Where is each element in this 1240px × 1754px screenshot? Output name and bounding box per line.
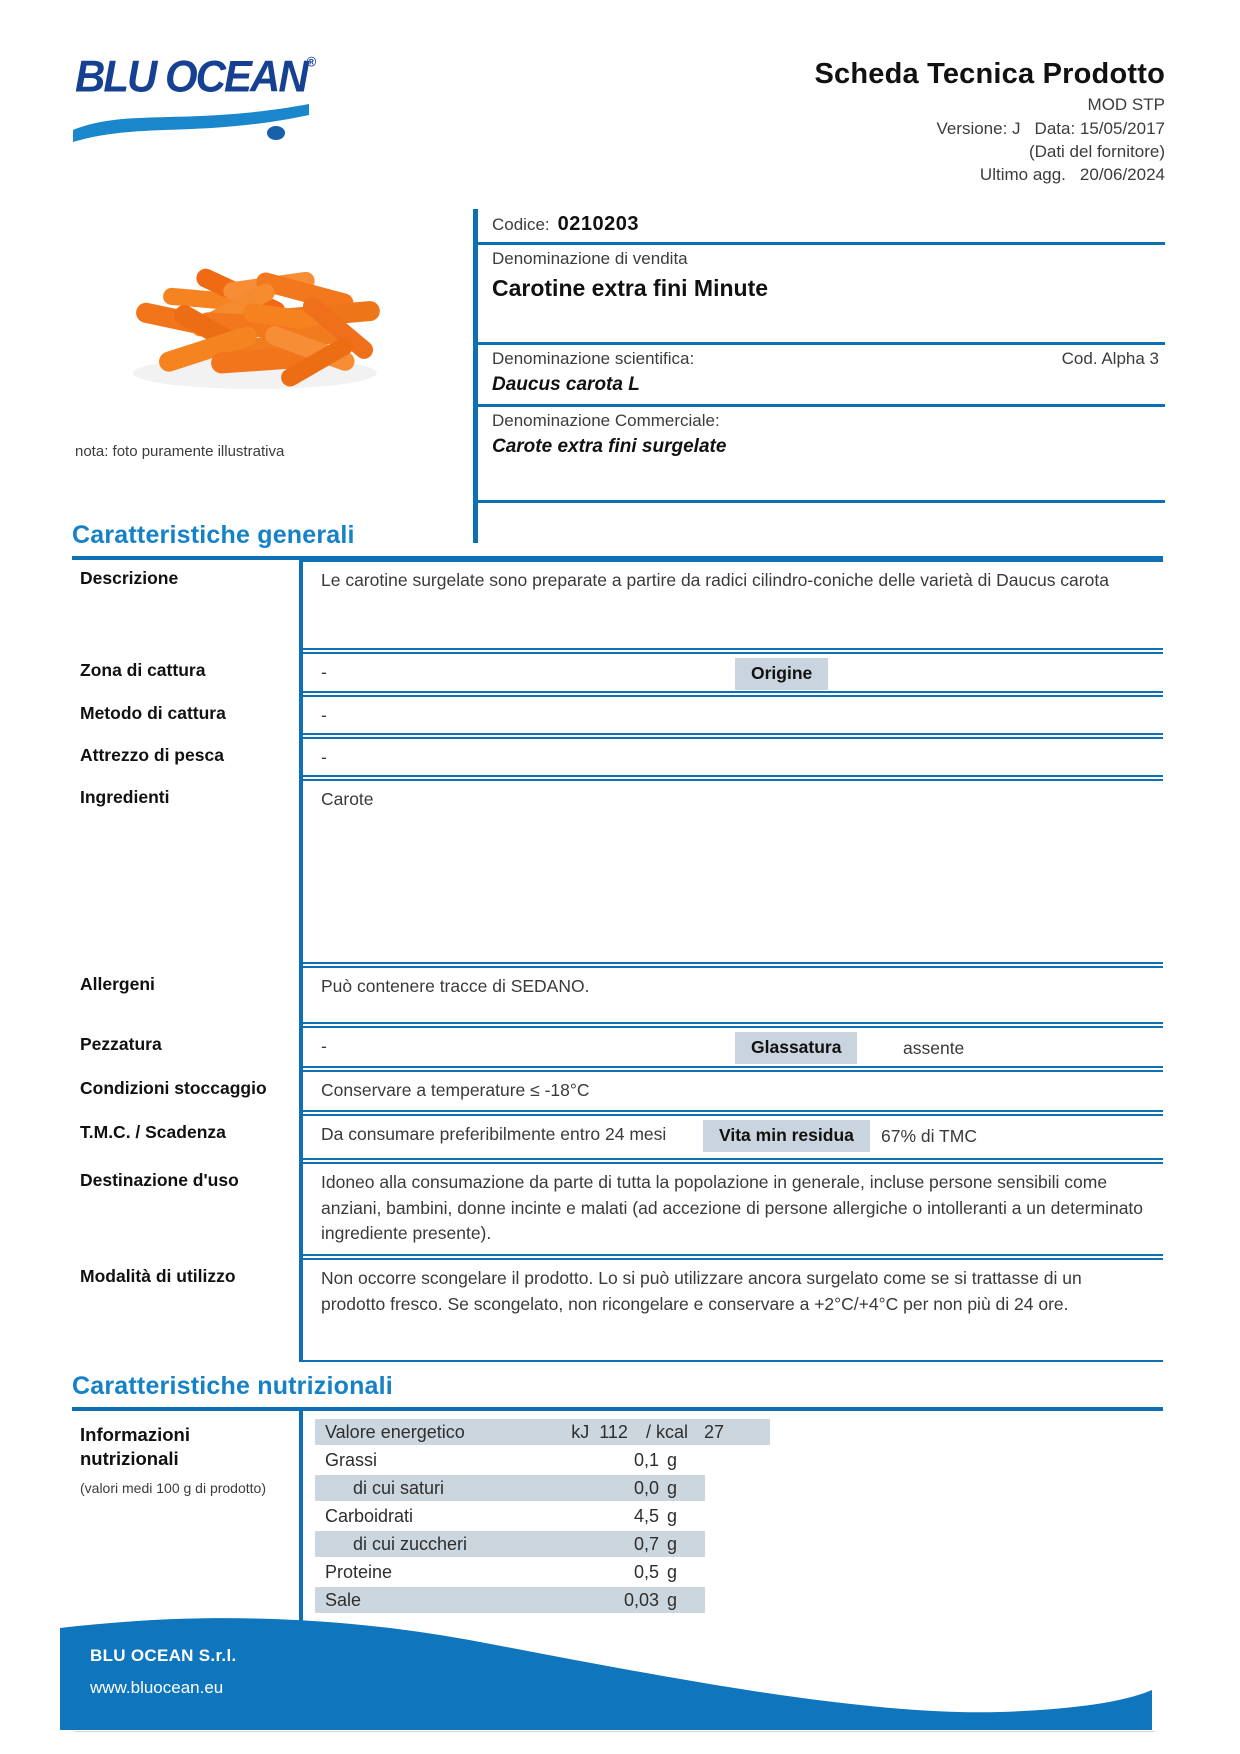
table-column-divider <box>299 1411 303 1621</box>
updated-label: Ultimo agg. <box>979 165 1066 184</box>
glassatura-value: assente <box>903 1038 965 1059</box>
nutrition-value: 4,5 <box>633 1505 659 1526</box>
nutrition-row-energy <box>315 1419 770 1445</box>
table-row <box>72 560 1163 650</box>
page-header <box>0 0 1240 185</box>
table-row <box>72 695 1163 735</box>
vita-min-residua-badge: Vita min residua <box>703 1120 870 1151</box>
nutrition-rows <box>315 1419 1163 1613</box>
page-footer <box>60 1612 1152 1730</box>
updated-date: 20/06/2024 <box>1079 165 1165 184</box>
last-update-line <box>814 164 1165 185</box>
sale-name-label: Denominazione di vendita <box>492 249 688 269</box>
footer-text-block <box>90 1646 237 1698</box>
nutrition-row <box>315 1503 705 1529</box>
row-value <box>303 1026 1163 1068</box>
row-label: Metodo di cattura <box>80 702 226 723</box>
nutrition-unit: g <box>667 1477 678 1498</box>
baby-carrots-photo <box>105 221 405 421</box>
row-value: - <box>303 737 1163 777</box>
row-value-text: - <box>321 1036 327 1057</box>
nutrition-label: Grassi <box>325 1449 378 1470</box>
table-row <box>72 1258 1163 1362</box>
kcal-value: 27 <box>703 1421 724 1442</box>
row-value-text: Da consumare preferibilmente entro 24 mesi <box>321 1124 667 1145</box>
supplier-note: (Dati del fornitore) <box>1028 141 1165 161</box>
row-value <box>303 652 1163 692</box>
code-label: Codice: <box>492 215 550 235</box>
footer-website-link[interactable]: www.bluocean.eu <box>90 1678 224 1697</box>
row-label: Modalità di utilizzo <box>80 1266 236 1287</box>
kj-value: 112 <box>599 1421 628 1442</box>
table-row <box>72 737 1163 777</box>
nutrition-unit: g <box>667 1589 678 1610</box>
commercial-name-row <box>478 407 1165 503</box>
nutrition-unit: g <box>667 1505 678 1526</box>
version-label: Versione: J <box>936 118 1021 138</box>
footer-company-name: BLU OCEAN S.r.l. <box>90 1646 237 1665</box>
nutrition-label: Sale <box>325 1589 362 1610</box>
row-label: Pezzatura <box>80 1034 162 1055</box>
nutrition-value: 0,1 <box>633 1449 659 1470</box>
row-label: Ingredienti <box>80 787 170 808</box>
logo-wordmark <box>75 51 375 102</box>
nutrition-label: di cui zuccheri <box>353 1533 468 1554</box>
product-identification-zone <box>0 193 1240 503</box>
nutrition-row <box>315 1559 705 1585</box>
nutrition-info-label <box>80 1423 292 1497</box>
photo-disclaimer-note: nota: foto puramente illustrativa <box>75 443 285 461</box>
glassatura-badge: Glassatura <box>735 1032 857 1063</box>
scientific-name-value: Daucus carota L <box>492 374 640 396</box>
document-mod: MOD STP <box>1087 95 1165 115</box>
row-value-text: - <box>321 662 327 683</box>
nutrition-section-heading: Caratteristiche nutrizionali <box>72 1372 393 1401</box>
row-value: - <box>303 695 1163 735</box>
kcal-label: / kcal <box>645 1421 688 1442</box>
row-label: Attrezzo di pesca <box>80 745 224 765</box>
page-bottom-rule <box>75 1731 1155 1732</box>
nutrition-value: 0,03 <box>623 1589 659 1610</box>
row-value: Carote <box>303 779 1163 964</box>
document-title: Scheda Tecnica Prodotto <box>814 58 1165 90</box>
nutrition-row <box>315 1531 705 1557</box>
logo-wave-icon <box>71 100 321 142</box>
row-value: Può contenere tracce di SEDANO. <box>303 966 1163 1024</box>
alpha-code: Cod. Alpha 3 <box>1061 349 1159 369</box>
row-value <box>303 1114 1163 1160</box>
row-value: Idoneo alla consumazione da parte di tutta la popolazione in generale, incluse persone sensibili come anziani, bambini, donne incinte e malati (ad accezione di persone allergiche o intolleranti a un determinato ingrediente presente). <box>303 1162 1163 1256</box>
nutrition-value: 0,0 <box>633 1477 659 1498</box>
scientific-name-row <box>478 345 1165 407</box>
registered-trademark-mark: ® <box>306 53 315 70</box>
document-version-line <box>814 118 1165 139</box>
nutrition-label: Proteine <box>325 1561 393 1582</box>
vita-min-residua-value: 67% di TMC <box>881 1126 977 1147</box>
row-label: T.M.C. / Scadenza <box>80 1122 226 1143</box>
energy-values <box>571 1422 762 1443</box>
kj-label: kJ <box>571 1421 590 1442</box>
document-title-block <box>814 56 1165 185</box>
version-date: Data: 15/05/2017 <box>1034 118 1165 138</box>
table-row <box>72 652 1163 692</box>
nutrition-unit: g <box>667 1561 678 1582</box>
commercial-name-label: Denominazione Commerciale: <box>492 411 720 431</box>
scientific-name-label: Denominazione scientifica: <box>492 349 695 369</box>
row-value: Le carotine surgelate sono preparate a partire da radici cilindro-coniche delle varietà di Daucus carota <box>303 560 1163 650</box>
nutrition-row <box>315 1447 705 1473</box>
nutrition-value: 0,7 <box>633 1533 659 1554</box>
product-code-row <box>478 209 1165 245</box>
company-logo <box>75 51 375 185</box>
nutrition-row <box>315 1587 705 1613</box>
sale-name-row <box>478 245 1165 345</box>
nutrition-label: Carboidrati <box>325 1505 414 1526</box>
nutrition-label: di cui saturi <box>353 1477 445 1498</box>
row-label: Allergeni <box>80 974 155 995</box>
code-value: 0210203 <box>557 213 640 236</box>
row-value: Non occorre scongelare il prodotto. Lo si può utilizzare ancora surgelato come se si trattasse di un prodotto fresco. Se scongelato, non ricongelare e conservare a +2°C/+4°C per non più di 24 ore. <box>303 1258 1163 1362</box>
general-characteristics-table <box>72 556 1163 1362</box>
row-value: Conservare a temperature ≤ -18°C <box>303 1070 1163 1112</box>
row-label: Condizioni stoccaggio <box>80 1078 267 1099</box>
commercial-name-value: Carote extra fini surgelate <box>492 436 727 458</box>
table-row <box>72 1114 1163 1160</box>
table-row <box>72 1070 1163 1112</box>
product-photo-column <box>0 193 473 503</box>
nutrition-label: Valore energetico <box>325 1421 465 1442</box>
nutrition-unit: g <box>667 1533 678 1554</box>
row-label: Zona di cattura <box>80 660 206 681</box>
nutrition-info-note: (valori medi 100 g di prodotto) <box>80 1479 266 1496</box>
nutrition-table <box>72 1407 1163 1621</box>
general-section-heading: Caratteristiche generali <box>72 521 355 550</box>
product-code-block <box>473 209 1165 503</box>
nutrition-row <box>315 1475 705 1501</box>
row-label: Destinazione d'uso <box>80 1170 239 1191</box>
nutrition-value: 0,5 <box>633 1561 659 1582</box>
table-row <box>72 1026 1163 1068</box>
table-row <box>72 1162 1163 1256</box>
sale-name-value: Carotine extra fini Minute <box>492 275 769 302</box>
logo-brand-text: BLU OCEAN <box>75 51 307 102</box>
table-row <box>72 966 1163 1024</box>
nutrition-unit: g <box>667 1449 678 1470</box>
row-label: Descrizione <box>80 568 179 589</box>
origine-badge: Origine <box>735 658 828 689</box>
nutrition-info-title: Informazioni nutrizionali <box>80 1424 190 1469</box>
table-row <box>72 779 1163 964</box>
